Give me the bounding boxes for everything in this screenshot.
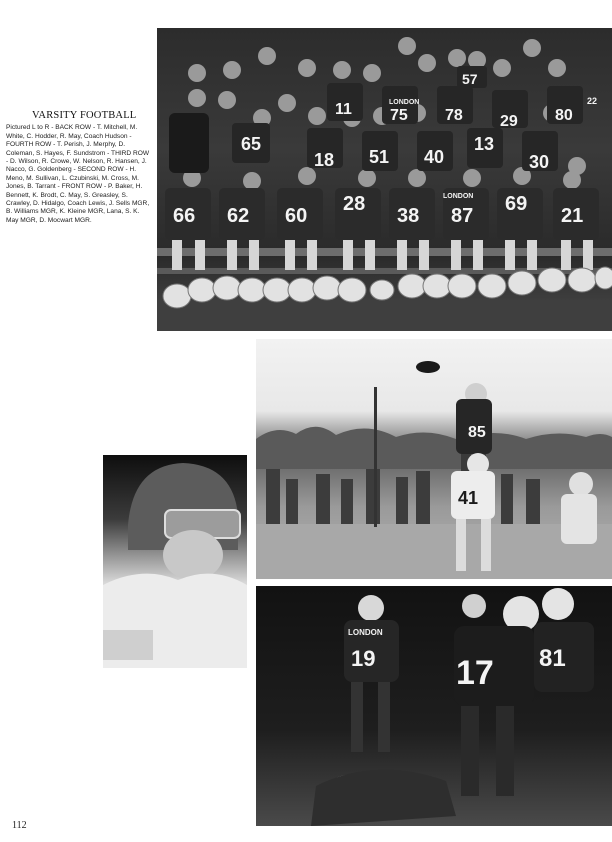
jersey-number: 38 xyxy=(397,205,420,227)
corner-number: 22 xyxy=(587,96,598,106)
caption-title: VARSITY FOOTBALL xyxy=(32,110,137,121)
team-photo xyxy=(157,28,612,331)
pass-catch-illustration xyxy=(256,339,612,579)
jersey-number: 41 xyxy=(458,488,479,508)
jersey-number: 17 xyxy=(456,654,494,692)
jersey-lettering: LONDON xyxy=(443,193,474,200)
jersey-number: 51 xyxy=(369,147,390,167)
jersey-number: 62 xyxy=(227,205,250,227)
jersey-number: 69 xyxy=(505,193,528,215)
jersey-lettering: LONDON xyxy=(389,99,420,106)
page-number: 112 xyxy=(12,820,27,831)
jersey-number: 21 xyxy=(561,205,584,227)
action-photo-line-play xyxy=(256,586,612,826)
team-photo-illustration xyxy=(157,28,612,331)
line-play-illustration xyxy=(256,586,612,826)
jersey-number: 75 xyxy=(390,107,408,124)
football xyxy=(416,361,440,373)
jersey-number: 78 xyxy=(445,107,463,124)
closeup-illustration xyxy=(103,455,247,668)
jersey-number: 40 xyxy=(424,147,445,167)
jersey-number: 28 xyxy=(343,193,366,215)
jersey-number: 30 xyxy=(529,152,550,172)
team-caption xyxy=(6,112,152,225)
closeup-photo-player xyxy=(103,455,247,668)
jersey-number: 85 xyxy=(468,424,486,441)
jersey-number: 29 xyxy=(500,113,518,130)
jersey-number: 13 xyxy=(474,134,495,154)
jersey-number: 87 xyxy=(451,205,474,227)
jersey-number: 80 xyxy=(555,107,573,124)
jersey-number: 19 xyxy=(351,646,376,671)
jersey-number: 18 xyxy=(314,150,335,170)
jersey-number: 66 xyxy=(173,205,196,227)
caption-text: Pictured L to R - BACK ROW - T. Mitchell, M. White, C. Hodder, R. May, Coach Hudson - FOURTH ROW - T. Perish, J. Merphy, D. Coleman, S. Hayes, F. Sundstrom - THIRD ROW - D. Wilson, R. Crowe, W. Nelson, R. Hansen, J. Nacco, G. Goldenberg - SECOND ROW - H. Meno, M. Sullivan, L. Czubinski, M. Cross, M. Jones, B. Tarrant - FRONT ROW - P. Baker, H. Bennett, K. Brodt, C. May, S. Greasley, S. Crawley, D. Hidalgo, Coach Lewis, J. Sells MGR, B. Williams MGR, K. Kleine MGR, Lana, S. K. May MGR, D. Mocwart MGR. xyxy=(6,124,150,224)
action-photo-pass-catch xyxy=(256,339,612,579)
jersey-lettering: LONDON xyxy=(348,628,383,637)
jersey-number: 57 xyxy=(462,71,478,87)
jersey-number: 65 xyxy=(241,134,262,154)
jersey-number: 60 xyxy=(285,205,308,227)
jersey-number: 11 xyxy=(335,101,352,118)
jersey-number: 81 xyxy=(539,645,566,672)
